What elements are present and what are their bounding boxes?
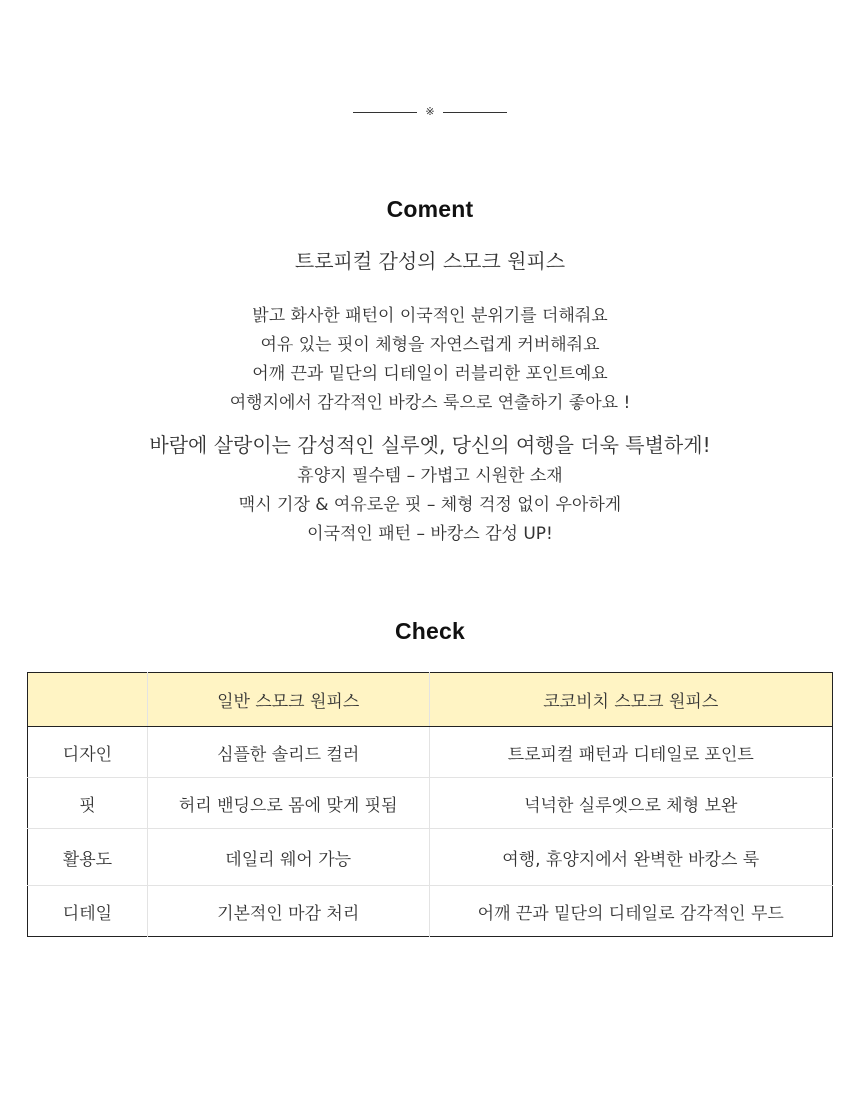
regular-cell: 심플한 솔리드 컬러 <box>147 727 429 778</box>
cocobeach-cell: 어깨 끈과 밑단의 디테일로 감각적인 무드 <box>477 903 784 924</box>
feature-line: 맥시 기장 & 여유로운 핏 – 체형 걱정 없이 우아하게 <box>238 495 622 515</box>
description-line: 여유 있는 핏이 체형을 자연스럽게 커버해줘요 <box>260 335 600 355</box>
asterism-icon: ※ <box>425 105 435 118</box>
description-line: 어깨 끈과 밑단의 디테일이 러블리한 포인트예요 <box>252 364 608 384</box>
header-cell-regular: 일반 스모크 원피스 <box>147 673 429 727</box>
table-row <box>28 727 833 778</box>
divider-line-left <box>353 112 417 113</box>
regular-cell: 기본적인 마감 처리 <box>147 886 429 937</box>
cocobeach-cell: 여행, 휴양지에서 완벽한 바캉스 룩 <box>429 829 833 886</box>
section-divider <box>0 104 860 120</box>
table-row <box>28 886 833 937</box>
feature-paragraph <box>0 462 860 549</box>
table-header-row <box>28 673 833 727</box>
row-label: 디테일 <box>28 886 148 937</box>
check-heading: Check <box>394 618 466 644</box>
description-line: 밝고 화사한 패턴이 이국적인 분위기를 더해줘요 <box>252 306 608 326</box>
regular-cell: 허리 밴딩으로 몸에 맞게 핏됨 <box>147 778 429 829</box>
header-cell-cocobeach: 코코비치 스모크 원피스 <box>429 673 833 727</box>
table-row <box>28 778 833 829</box>
table-row <box>28 829 833 886</box>
row-label: 디자인 <box>28 727 148 778</box>
description-paragraph <box>0 302 860 418</box>
header-cell-empty <box>28 673 148 727</box>
row-label: 활용도 <box>28 829 148 886</box>
product-subtitle: 트로피컬 감성의 스모크 원피스 <box>294 249 566 273</box>
regular-cell: 데일리 웨어 가능 <box>147 829 429 886</box>
cocobeach-cell: 트로피컬 패턴과 디테일로 포인트 <box>429 727 833 778</box>
feature-line: 휴양지 필수템 – 가볍고 시원한 소재 <box>297 466 563 486</box>
highlight-line: 바람에 살랑이는 감성적인 실루엣, 당신의 여행을 더욱 특별하게! <box>149 433 711 457</box>
divider-line-right <box>443 112 507 113</box>
cocobeach-cell: 넉넉한 실루엣으로 체형 보완 <box>429 778 833 829</box>
description-line: 여행지에서 감각적인 바캉스 룩으로 연출하기 좋아요 ! <box>229 393 631 413</box>
comparison-table <box>27 672 833 937</box>
row-label: 핏 <box>28 778 148 829</box>
feature-line: 이국적인 패턴 – 바캉스 감성 UP! <box>307 524 553 544</box>
coment-heading: Coment <box>386 196 474 222</box>
